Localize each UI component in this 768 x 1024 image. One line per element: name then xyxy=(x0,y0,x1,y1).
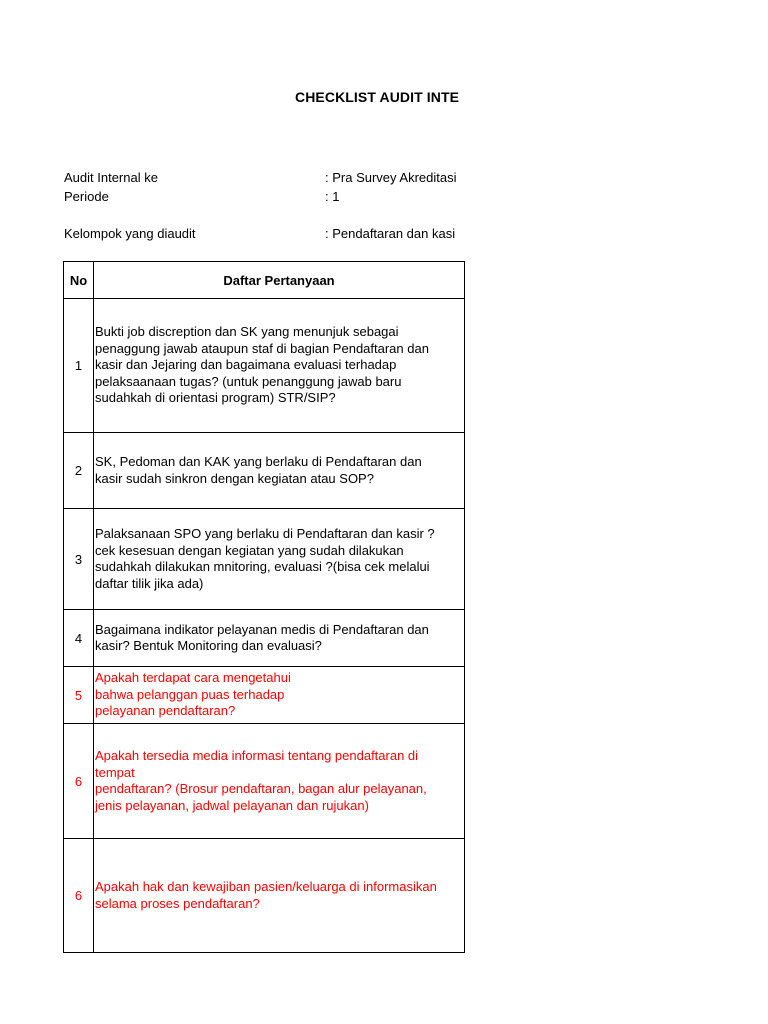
question-text: Palaksanaan SPO yang berlaku di Pendaftaran dan kasir ? cek kesesuan dengan kegiatan yang sudah dilakukan sudahkah dilakukan mnitoring, evaluasi ?(bisa cek melalui daftar tilik jika ada) xyxy=(95,526,435,591)
document-title: CHECKLIST AUDIT INTE xyxy=(295,89,460,105)
row-number: 1 xyxy=(64,299,94,433)
row-number: 6 xyxy=(64,724,94,839)
row-question xyxy=(94,299,465,433)
row-question xyxy=(94,509,465,610)
info-label-audit: Audit Internal ke xyxy=(64,170,158,185)
row-question xyxy=(94,433,465,509)
table-row xyxy=(64,509,465,610)
row-number: 3 xyxy=(64,509,94,610)
info-label-kelompok: Kelompok yang diaudit xyxy=(64,226,196,241)
info-value-periode: : 1 xyxy=(325,189,340,204)
info-value-audit: : Pra Survey Akreditasi xyxy=(325,170,457,185)
row-question xyxy=(94,610,465,667)
table-row xyxy=(64,610,465,667)
checklist-table xyxy=(63,261,465,953)
row-question xyxy=(94,724,465,839)
row-question xyxy=(94,667,465,724)
question-text: Bagaimana indikator pelayanan medis di Pendaftaran dan kasir? Bentuk Monitoring dan evaluasi? xyxy=(95,621,429,653)
header-question: Daftar Pertanyaan xyxy=(94,262,465,299)
row-number: 2 xyxy=(64,433,94,509)
question-text: Apakah hak dan kewajiban pasien/keluarga di informasikan selama proses pendaftaran? xyxy=(95,879,437,911)
table-row xyxy=(64,433,465,509)
info-value-kelompok: : Pendaftaran dan kasi xyxy=(325,226,456,241)
table-row xyxy=(64,839,465,953)
question-text: SK, Pedoman dan KAK yang berlaku di Pendaftaran dan kasir sudah sinkron dengan kegiatan atau SOP? xyxy=(95,454,422,486)
row-question xyxy=(94,839,465,953)
question-text: Bukti job discreption dan SK yang menunjuk sebagai penaggung jawab ataupun staf di bagian Pendaftaran dan kasir dan Jejaring dan bagaimana evaluasi terhadap pelaksaanaan tugas? (untuk penanggung jawab baru sudahkah di orientasi program) STR/SIP? xyxy=(95,324,429,406)
question-text: Apakah terdapat cara mengetahui bahwa pelanggan puas terhadap pelayanan pendaftaran? xyxy=(95,670,291,719)
row-number: 5 xyxy=(64,667,94,724)
table-row xyxy=(64,724,465,839)
row-number: 4 xyxy=(64,610,94,667)
table-row xyxy=(64,667,465,724)
table-header-row xyxy=(64,262,465,299)
info-label-periode: Periode xyxy=(64,189,109,204)
header-no: No xyxy=(64,262,94,299)
table-row xyxy=(64,299,465,433)
row-number: 6 xyxy=(64,839,94,953)
question-text: Apakah tersedia media informasi tentang pendaftaran di tempat pendaftaran? (Brosur pendaftaran, bagan alur pelayanan, jenis pelayanan, jadwal pelayanan dan rujukan) xyxy=(95,748,427,813)
